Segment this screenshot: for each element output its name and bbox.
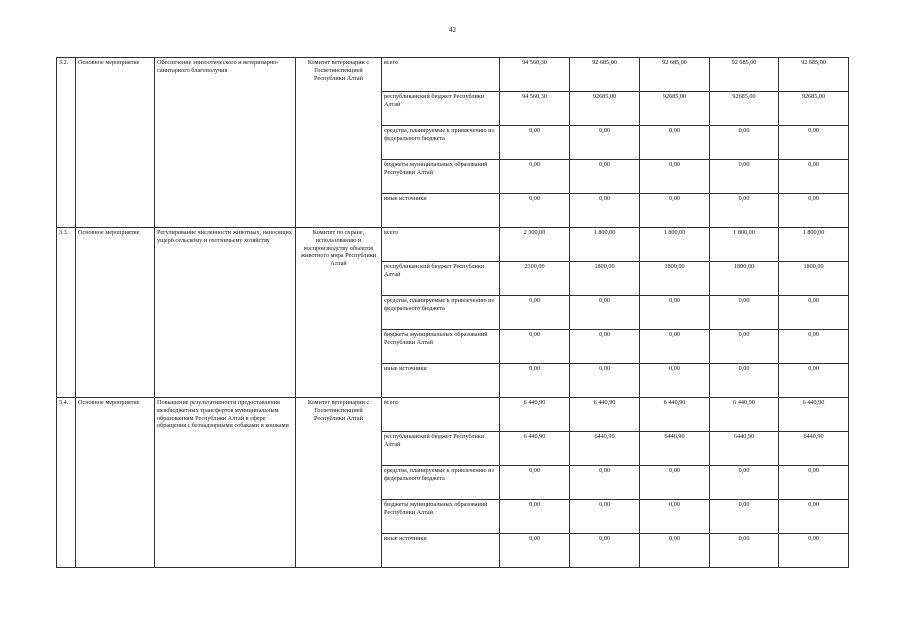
amount-cell: 0,00 — [779, 296, 849, 330]
amount-cell: 6 440,90 — [570, 398, 640, 432]
funding-source-label: республиканский бюджет Республики Алтай — [382, 262, 500, 296]
funding-source-label: иные источники — [382, 364, 500, 398]
amount-cell: 0,00 — [500, 466, 570, 500]
amount-cell: 0,00 — [570, 466, 640, 500]
amount-cell: 6440,90 — [570, 432, 640, 466]
amount-cell: 1800,00 — [570, 262, 640, 296]
amount-cell: 0,00 — [779, 126, 849, 160]
amount-cell: 2 300,00 — [500, 228, 570, 262]
amount-cell: 1800,00 — [640, 262, 710, 296]
row-code-cell: 3.2. — [57, 58, 76, 228]
amount-cell: 0,00 — [779, 466, 849, 500]
amount-cell: 0,00 — [500, 534, 570, 568]
budget-table-body — [57, 58, 849, 568]
amount-cell: 6 440,90 — [500, 432, 570, 466]
funding-source-label: республиканский бюджет Республики Алтай — [382, 92, 500, 126]
amount-cell: 0,00 — [570, 194, 640, 228]
funding-source-label: бюджеты муниципальных образований Республики Алтай — [382, 330, 500, 364]
amount-cell: 0,00 — [710, 534, 779, 568]
amount-cell: 0,00 — [779, 364, 849, 398]
amount-cell: 0,00 — [779, 534, 849, 568]
amount-cell: 0,00 — [570, 126, 640, 160]
amount-cell: 92 685,00 — [710, 58, 779, 92]
page-number: 42 — [449, 26, 456, 34]
amount-cell: 0,00 — [640, 364, 710, 398]
amount-cell: 0,00 — [500, 296, 570, 330]
amount-cell: 0,00 — [710, 330, 779, 364]
amount-cell: 0,00 — [570, 296, 640, 330]
amount-cell: 1800,00 — [710, 262, 779, 296]
funding-source-label: всего — [382, 398, 500, 432]
amount-cell: 0,00 — [570, 160, 640, 194]
funding-source-label: средства, планируемые к привлечению из федерального бюджета — [382, 466, 500, 500]
amount-cell: 0,00 — [710, 126, 779, 160]
funding-source-label: всего — [382, 58, 500, 92]
amount-cell: 92685,00 — [640, 92, 710, 126]
amount-cell: 92685,00 — [710, 92, 779, 126]
amount-cell: 92 685,00 — [570, 58, 640, 92]
amount-cell: 0,00 — [640, 126, 710, 160]
row-code-cell: 3.4. — [57, 398, 76, 568]
funding-source-label: республиканский бюджет Республики Алтай — [382, 432, 500, 466]
amount-cell: 1 800,00 — [570, 228, 640, 262]
budget-table — [56, 57, 849, 568]
funding-source-label: иные источники — [382, 194, 500, 228]
amount-cell: 0,00 — [640, 330, 710, 364]
amount-cell: 0,00 — [570, 534, 640, 568]
amount-cell: 0,00 — [640, 534, 710, 568]
row-executor-cell: Комитет по охране, использованию и воспроизводству объектов животного мира Республики Алтай — [296, 228, 382, 398]
amount-cell: 0,00 — [570, 330, 640, 364]
funding-source-label: бюджеты муниципальных образований Республики Алтай — [382, 160, 500, 194]
amount-cell: 0,00 — [710, 160, 779, 194]
amount-cell: 1 800,00 — [779, 228, 849, 262]
amount-cell: 0,00 — [710, 466, 779, 500]
amount-cell: 0,00 — [500, 194, 570, 228]
amount-cell: 6 440,90 — [500, 398, 570, 432]
amount-cell: 92685,00 — [779, 92, 849, 126]
table-row — [57, 398, 849, 432]
amount-cell: 6440,90 — [710, 432, 779, 466]
amount-cell: 0,00 — [500, 126, 570, 160]
amount-cell: 0,00 — [640, 160, 710, 194]
amount-cell: 0,00 — [570, 500, 640, 534]
amount-cell: 1 800,00 — [710, 228, 779, 262]
amount-cell: 6440,90 — [779, 432, 849, 466]
funding-source-label: средства, планируемые к привлечению из федерального бюджета — [382, 296, 500, 330]
amount-cell: 94 560,30 — [500, 58, 570, 92]
row-type-cell: Основное мероприятие — [76, 228, 155, 398]
funding-source-label: бюджеты муниципальных образований Республики Алтай — [382, 500, 500, 534]
table-row — [57, 228, 849, 262]
amount-cell: 0,00 — [640, 500, 710, 534]
amount-cell: 6 440,90 — [640, 398, 710, 432]
amount-cell: 0,00 — [779, 160, 849, 194]
amount-cell: 92685,00 — [570, 92, 640, 126]
funding-source-label: иные источники — [382, 534, 500, 568]
amount-cell: 1800,00 — [779, 262, 849, 296]
amount-cell: 92 685,00 — [779, 58, 849, 92]
row-name-cell: Обеспечение эпизоотического и ветеринарно-санитарного благополучия — [155, 58, 296, 228]
amount-cell: 6 440,90 — [779, 398, 849, 432]
amount-cell: 92 685,00 — [640, 58, 710, 92]
row-name-cell: Повышение результативности предоставления межбюджетных трансфертов муниципальным образованиям Республики Алтай в сфере обращения с безнадзорными собаками и кошками — [155, 398, 296, 568]
amount-cell: 0,00 — [500, 364, 570, 398]
funding-source-label: средства, планируемые к привлечению из федерального бюджета — [382, 126, 500, 160]
amount-cell: 94 560,30 — [500, 92, 570, 126]
amount-cell: 0,00 — [779, 330, 849, 364]
amount-cell: 0,00 — [500, 500, 570, 534]
funding-source-label: всего — [382, 228, 500, 262]
row-executor-cell: Комитет ветеринарии с Госветинспекцией Республики Алтай — [296, 58, 382, 228]
row-code-cell: 3.3. — [57, 228, 76, 398]
amount-cell: 0,00 — [500, 330, 570, 364]
amount-cell: 6440,90 — [640, 432, 710, 466]
amount-cell: 0,00 — [779, 500, 849, 534]
amount-cell: 1 800,00 — [640, 228, 710, 262]
amount-cell: 0,00 — [710, 194, 779, 228]
amount-cell: 0,00 — [710, 296, 779, 330]
amount-cell: 0,00 — [710, 364, 779, 398]
row-executor-cell: Комитет ветеринарии с Госветинспекцией Республики Алтай — [296, 398, 382, 568]
row-type-cell: Основное мероприятие — [76, 58, 155, 228]
row-name-cell: Регулирование численности животных, наносящих ущерб сельскому и охотничьему хозяйству — [155, 228, 296, 398]
row-type-cell: Основное мероприятие — [76, 398, 155, 568]
amount-cell: 0,00 — [640, 466, 710, 500]
amount-cell: 0,00 — [570, 364, 640, 398]
amount-cell: 0,00 — [500, 160, 570, 194]
amount-cell: 0,00 — [640, 194, 710, 228]
amount-cell: 6 440,90 — [710, 398, 779, 432]
amount-cell: 2300,00 — [500, 262, 570, 296]
amount-cell: 0,00 — [640, 296, 710, 330]
amount-cell: 0,00 — [710, 500, 779, 534]
table-row — [57, 58, 849, 92]
amount-cell: 0,00 — [779, 194, 849, 228]
